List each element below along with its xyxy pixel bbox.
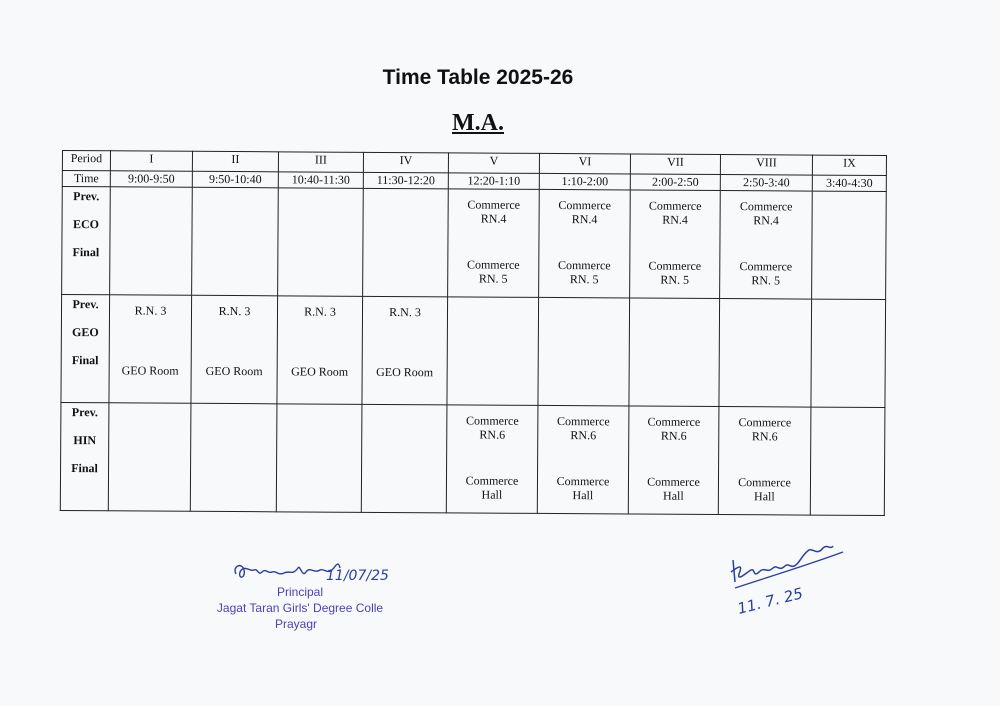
schedule-cell: [108, 403, 191, 511]
period-header: VIII: [720, 155, 812, 176]
room-line: R.N. 3: [389, 305, 421, 320]
room-line: Commerce: [465, 413, 519, 428]
room-secondary: [539, 258, 629, 287]
room-line: Commerce: [648, 258, 702, 273]
stream-prev: Prev.: [73, 189, 100, 204]
room-line: RN.6: [570, 428, 597, 443]
room-secondary: [720, 259, 811, 288]
room-line: GEO Room: [205, 363, 263, 379]
room-line: Commerce: [647, 474, 700, 489]
time-slot: 12:20-1:10: [448, 173, 539, 190]
stream-prev: Prev.: [72, 297, 99, 312]
schedule-cell: [190, 403, 277, 512]
subject-row-eco: [62, 187, 887, 300]
room-line: RN.4: [480, 211, 507, 226]
time-slot: 3:40-4:30: [812, 175, 886, 191]
room-line: Commerce: [557, 258, 611, 273]
coordinator-signature: [725, 530, 855, 620]
period-header: III: [278, 152, 363, 173]
schedule-cell: [278, 188, 364, 297]
schedule-cell: [810, 407, 885, 515]
schedule-cell: [191, 295, 278, 404]
schedule-cell: [538, 297, 630, 406]
room-line: Commerce: [466, 257, 520, 272]
time-slot: 2:00-2:50: [630, 174, 720, 191]
schedule-cell: [277, 296, 363, 405]
stream-label-cell: [61, 295, 110, 403]
room-line: R.N. 3: [218, 303, 251, 319]
schedule-cell: [811, 299, 886, 407]
stream-final: Final: [72, 245, 100, 260]
principal-title: Principal: [276, 585, 324, 599]
period-label: Period: [62, 151, 110, 171]
room-line: Commerce: [739, 259, 793, 274]
room-line: RN. 5: [569, 272, 599, 287]
room-primary: [629, 414, 718, 443]
room-primary: [721, 199, 812, 228]
room-primary: [192, 304, 277, 319]
room-primary: [278, 304, 362, 319]
schedule-cell: [109, 295, 192, 403]
room-line: RN.4: [571, 212, 598, 227]
room-primary: [447, 413, 537, 442]
stream-final: Final: [71, 353, 99, 368]
stream-subject: ECO: [72, 217, 100, 232]
room-line: Commerce: [647, 414, 701, 429]
room-secondary: [630, 258, 719, 287]
room-line: RN.6: [751, 429, 778, 444]
room-line: Commerce: [738, 415, 792, 430]
room-line: Commerce: [558, 198, 612, 213]
room-line: RN.6: [479, 427, 506, 442]
room-line: RN. 5: [478, 271, 508, 286]
room-line: Hall: [481, 487, 503, 502]
time-slot: 9:50-10:40: [192, 171, 278, 188]
room-line: Commerce: [738, 475, 791, 490]
stream-prev: Prev.: [71, 405, 98, 420]
schedule-cell: [446, 405, 538, 514]
subject-row-geo: [61, 295, 886, 408]
schedule-cell: [363, 188, 449, 297]
stream-subject: GEO: [72, 325, 99, 340]
room-line: RN.6: [660, 428, 687, 443]
schedule-cell: [630, 190, 721, 299]
period-header: V: [448, 153, 539, 174]
schedule-cell: [720, 191, 813, 300]
room-secondary: [110, 363, 191, 377]
room-line: GEO Room: [291, 364, 349, 379]
room-line: RN. 5: [660, 272, 690, 287]
room-secondary: [448, 257, 538, 286]
room-line: GEO Room: [376, 364, 434, 380]
room-line: RN.4: [662, 212, 688, 227]
schedule-cell: [718, 407, 811, 516]
room-line: Hall: [572, 488, 594, 503]
schedule-cell: [812, 191, 887, 299]
room-line: R.N. 3: [304, 304, 336, 319]
period-header: VI: [539, 153, 630, 174]
schedule-cell: [448, 189, 540, 298]
time-label: Time: [62, 171, 110, 187]
time-slot: 10:40-11:30: [278, 172, 363, 189]
room-line: RN. 5: [751, 273, 781, 288]
room-secondary: [278, 364, 362, 379]
stream-subject: HIN: [73, 433, 97, 448]
room-secondary: [538, 474, 628, 503]
room-line: GEO Room: [121, 363, 179, 378]
period-header: II: [192, 151, 278, 172]
room-line: Hall: [663, 488, 684, 503]
room-secondary: [363, 365, 447, 380]
schedule-cell: [362, 296, 448, 405]
stream-final: Final: [71, 461, 98, 476]
period-header: IV: [363, 152, 448, 173]
room-primary: [719, 415, 810, 444]
college-name: Jagat Taran Girls' Degree Colle: [216, 601, 384, 615]
schedule-cell: [361, 404, 447, 513]
period-header: IX: [812, 155, 886, 175]
principal-signature-date: 11/07/25: [326, 568, 389, 584]
time-slot: 1:10-2:00: [539, 173, 630, 190]
coordinator-signature-date: 11. 7. 25: [735, 584, 805, 618]
page-subtitle: M.A.: [452, 110, 504, 136]
room-secondary: [447, 473, 537, 502]
room-secondary: [719, 475, 810, 504]
period-header: I: [110, 151, 192, 172]
schedule-cell: [447, 297, 539, 406]
room-secondary: [629, 474, 718, 503]
room-line: R.N. 3: [134, 303, 167, 318]
room-primary: [538, 414, 628, 443]
room-line: Commerce: [556, 474, 610, 489]
principal-stamp: [205, 584, 395, 632]
time-slot: 9:00-9:50: [110, 171, 192, 188]
room-line: Commerce: [739, 199, 793, 214]
schedule-cell: [110, 187, 193, 295]
room-primary: [449, 197, 539, 226]
principal-signature: [228, 556, 428, 586]
time-slot: 2:50-3:40: [720, 175, 812, 192]
room-primary: [631, 198, 720, 227]
schedule-cell: [628, 406, 719, 515]
page-title: Time Table 2025-26: [382, 66, 574, 89]
room-line: Hall: [754, 489, 775, 504]
stream-label-cell: [62, 187, 111, 295]
schedule-cell: [192, 187, 279, 296]
room-primary: [110, 303, 191, 317]
time-slot: 11:30-12:20: [363, 172, 448, 189]
subject-row-hin: [60, 402, 885, 515]
room-primary: [363, 305, 447, 320]
schedule-cell: [629, 298, 720, 407]
schedule-cell: [276, 404, 362, 513]
room-line: Commerce: [648, 198, 702, 213]
room-secondary: [192, 364, 277, 379]
stream-label-cell: [60, 402, 109, 510]
college-city: Prayagr: [275, 617, 318, 631]
schedule-cell: [539, 189, 631, 298]
room-line: RN.4: [753, 213, 779, 228]
room-line: Commerce: [467, 197, 521, 212]
schedule-cell: [719, 299, 812, 408]
room-line: Commerce: [556, 414, 610, 429]
timetable: [60, 150, 887, 516]
room-primary: [540, 198, 630, 227]
schedule-cell: [537, 405, 629, 514]
room-line: Commerce: [465, 473, 519, 488]
period-header: VII: [630, 154, 720, 175]
